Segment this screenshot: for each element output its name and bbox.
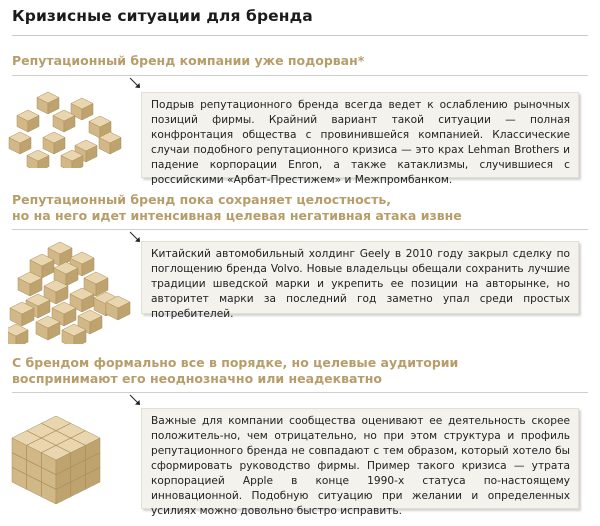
section-2-text: Китайский автомобильный холдинг Geely в 2010 году закрыл сделку по поглощению бренда Volvo. Новые владельцы обещали сохранить лучшие традиции шведской марки и укрепить ее позиции на авторынке, но авторитет марки за последний год заметно упал среди простых потребителей.: [151, 248, 570, 320]
section-3-text-box: [141, 408, 579, 517]
pointer-arrow-icon: [129, 394, 141, 406]
solid-cube-icon: [8, 414, 108, 506]
title-divider: [12, 35, 588, 36]
scattered-cubes-icon: [8, 88, 128, 168]
section-2-heading: [12, 192, 588, 224]
crumbling-cube-icon: [8, 236, 133, 344]
section-1-heading-line-1: Репутационный бренд компании уже подорван*: [12, 53, 365, 68]
section-3-heading: [12, 355, 588, 387]
section-2-heading-line-1: Репутационный бренд пока сохраняет целостность,: [12, 192, 391, 207]
section-3-text: Важные для компании сообщества оценивают ее деятельность скорее положитель-но, чем отрицательно, но при этом структура и профиль репутационного бренда не совпадают с тем образом, который хотело бы сформировать руководство фирмы. Пример такого кризиса — утрата корпорацией Apple в конце 1990-х статуса по-настоящему инновационной. Подобную ситуацию при желании и определенных усилиях можно довольно быстро исправить.: [151, 415, 570, 517]
section-2-heading-line-2: но на него идет интенсивная целевая негативная атака извне: [12, 208, 462, 223]
section-2-text-box: [141, 241, 579, 320]
pointer-arrow-icon: [129, 77, 141, 89]
section-3-divider: [12, 392, 588, 393]
section-1-text: Подрыв репутационного бренда всегда ведет к ослаблению рыночных позиций фирмы. Крайний вариант такой ситуации — полная конфронтация общества с провинившейся компанией. Классические случаи подобного репутационного кризиса — это крах Lehman Brothers и падение корпорации Enron, а также катаклизмы, случившиеся с российскими «Арбат-Престижем» и Межпромбанком.: [151, 99, 570, 186]
page-title: Кризисные ситуации для бренда: [12, 7, 313, 25]
section-1-text-box: [141, 92, 579, 186]
section-2-divider: [12, 229, 588, 230]
section-1-heading: [12, 53, 588, 69]
section-3-heading-line-1: С брендом формально все в порядке, но целевые аудитории: [12, 355, 459, 370]
section-1-divider: [12, 75, 588, 76]
section-3-heading-line-2: воспринимают его неоднозначно или неадекватно: [12, 371, 382, 386]
